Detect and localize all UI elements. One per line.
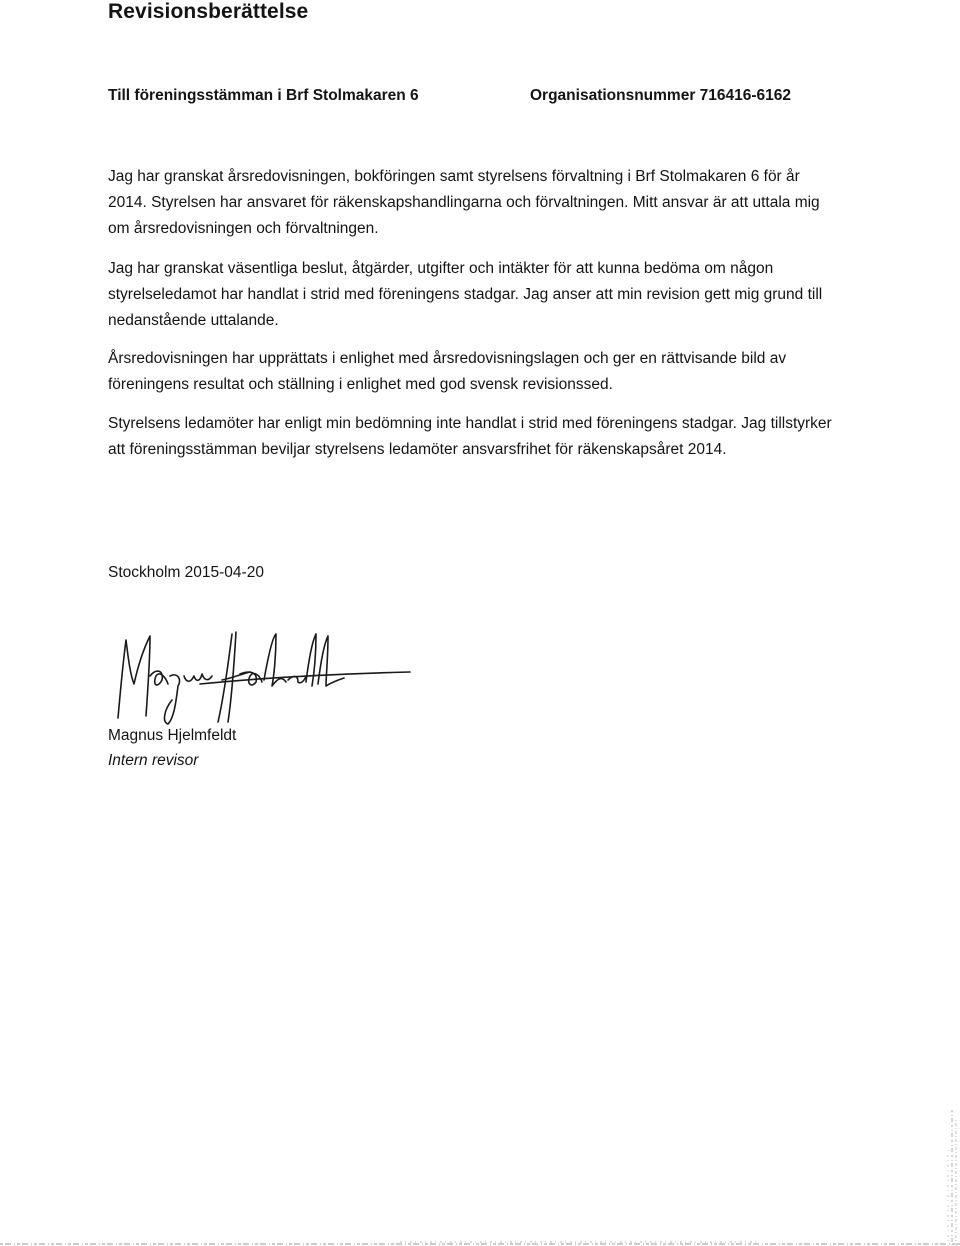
- signer-name: Magnus Hjelmfeldt: [108, 727, 237, 744]
- place-and-date: Stockholm 2015-04-20: [108, 564, 264, 581]
- paragraph-annual-report: Årsredovisningen har upprättats i enlighet med årsredovisningslagen och ger en rättvisande bild av föreningens resultat och ställning i enlighet med god svensk revisionssed.: [108, 350, 787, 393]
- paragraph-review: Jag har granskat väsentliga beslut, åtgärder, utgifter och intäkter för att kunna bedöma om någon styrelseledamot har handlat i strid med föreningens stadgar. Jag anser att min revision gett mig grund till nedanstående uttalande.: [108, 260, 823, 329]
- scan-noise-right: [940, 1110, 960, 1246]
- scan-noise-bottom: [0, 1238, 960, 1246]
- organization-number: Organisationsnummer 716416-6162: [530, 87, 792, 104]
- signer-role: Intern revisor: [108, 752, 199, 769]
- paragraph-scope: Jag har granskat årsredovisningen, bokföringen samt styrelsens förvaltning i Brf Stolmakaren 6 för år 2014. Styrelsen har ansvaret för räkenskapshandlingarna och förvaltningen. Mitt ansvar är att uttala mig om årsredovisningen och förvaltningen.: [108, 168, 820, 237]
- paragraph-discharge: Styrelsens ledamöter har enligt min bedömning inte handlat i strid med föreningens stadgar. Jag tillstyrker att föreningsstämman beviljar styrelsens ledamöter ansvarsfrihet för räkenskapsåret 2014.: [108, 415, 832, 458]
- handwritten-signature: [100, 626, 420, 726]
- document-title: Revisionsberättelse: [108, 0, 309, 23]
- recipient-line: Till föreningsstämman i Brf Stolmakaren 6: [108, 87, 419, 104]
